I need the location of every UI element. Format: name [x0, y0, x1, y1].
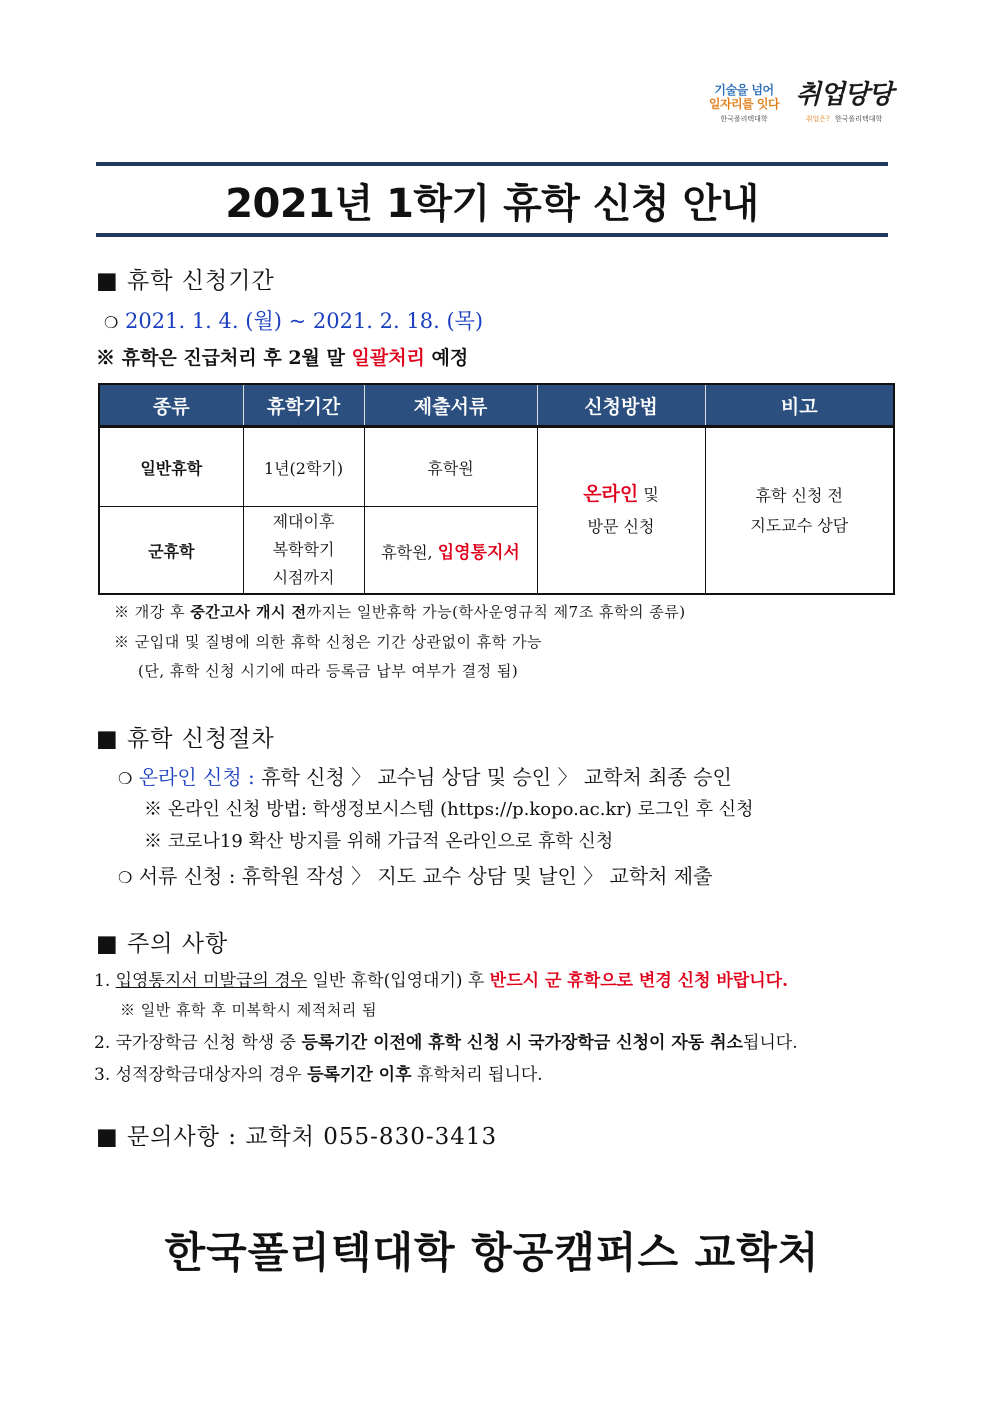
- col-header-period: 휴학기간: [243, 384, 364, 427]
- page-title: 2021년 1학기 휴학 신청 안내: [225, 181, 759, 227]
- slogan-line2: 일자리를 잇다: [708, 97, 780, 111]
- table-note-1: ※ 개강 후 중간고사 개시 전까지는 일반휴학 가능(학사운영규칙 제7조 휴학의 종류): [114, 603, 686, 621]
- col-header-remark: 비고: [705, 384, 894, 427]
- remark-cell: 휴학 신청 전 지도교수 상담: [705, 427, 894, 595]
- row-military-period: 제대이후 복학학기 시점까지: [243, 507, 364, 595]
- paper-procedure: ❍ 서류 신청 : 휴학원 작성 〉 지도 교수 상담 및 날인 〉 교학처 제출: [118, 864, 713, 888]
- slogan-org: 한국폴리텍대학: [720, 115, 768, 123]
- footer-office: 한국폴리텍대학 항공캠퍼스 교학처: [164, 1228, 820, 1277]
- col-header-kind: 종류: [99, 384, 243, 427]
- period-dates: ❍ 2021. 1. 4. (월) ~ 2021. 2. 18. (목): [104, 309, 484, 333]
- brand-logo-sub2: 한국폴리텍대학: [834, 115, 883, 123]
- square-bullet-icon: ■: [96, 726, 119, 752]
- leave-types-table: [98, 383, 895, 595]
- slogan-line1: 기술을 넘어: [714, 83, 774, 97]
- row-general-kind: 일반휴학: [99, 427, 243, 507]
- table-note-2: ※ 군입대 및 질병에 의한 휴학 신청은 기간 상관없이 휴학 가능: [114, 633, 542, 651]
- method-cell: 온라인 및 방문 신청: [537, 427, 705, 595]
- online-procedure: ❍ 온라인 신청 : 휴학 신청 〉 교수님 상담 및 승인 〉 교학처 최종 승인: [118, 765, 732, 789]
- brand-logo-main: 취업당당: [795, 80, 893, 110]
- title-top-rule: [96, 162, 888, 166]
- online-note-2: ※ 코로나19 확산 방지를 위해 가급적 온라인으로 휴학 신청: [144, 831, 614, 852]
- title-bottom-rule: [96, 233, 888, 237]
- brand-logo: [792, 82, 896, 124]
- caution-2: 2. 국가장학금 신청 학생 중 등록기간 이전에 휴학 신청 시 국가장학금 신청이 자동 취소됩니다.: [94, 1033, 798, 1053]
- row-military-docs: 휴학원, 입영통지서: [364, 507, 537, 595]
- table-note-3: (단, 휴학 신청 시기에 따라 등록금 납부 여부가 결정 됨): [138, 662, 519, 680]
- slogan-logo: [704, 84, 784, 123]
- section-period-heading: ■ 휴학 신청기간: [96, 268, 275, 294]
- caution-3: 3. 성적장학금대상자의 경우 등록기간 이후 휴학처리 됩니다.: [94, 1065, 543, 1085]
- square-bullet-icon: ■: [96, 931, 119, 957]
- table-header-row: [99, 384, 894, 427]
- brand-logo-sub1: 취업은?: [805, 115, 830, 123]
- circle-bullet-icon: ❍: [104, 313, 119, 332]
- period-note: ※ 휴학은 진급처리 후 2월 말 일괄처리 예정: [96, 347, 469, 369]
- section-cautions-heading: ■ 주의 사항: [96, 931, 229, 957]
- circle-bullet-icon: ❍: [118, 868, 133, 887]
- row-general-docs: 휴학원: [364, 427, 537, 507]
- caution-1: 1. 입영통지서 미발급의 경우 일반 휴학(입영대기) 후 반드시 군 휴학으로 변경 신청 바랍니다.: [94, 971, 789, 991]
- section-procedure-heading: ■ 휴학 신청절차: [96, 726, 275, 752]
- row-military-kind: 군휴학: [99, 507, 243, 595]
- contact-line: ■ 문의사항 : 교학처 055-830-3413: [96, 1124, 498, 1150]
- square-bullet-icon: ■: [96, 268, 119, 294]
- row-general-period: 1년(2학기): [243, 427, 364, 507]
- online-note-1: ※ 온라인 신청 방법: 학생정보시스템 (https://p.kopo.ac.kr) 로그인 후 신청: [144, 799, 754, 820]
- caution-1-note: ※ 일반 휴학 후 미복학시 제적처리 됨: [120, 1001, 377, 1019]
- col-header-method: 신청방법: [537, 384, 705, 427]
- circle-bullet-icon: ❍: [118, 769, 133, 788]
- reference-mark-icon: ※: [96, 347, 116, 369]
- table-row: [99, 427, 894, 507]
- square-bullet-icon: ■: [96, 1124, 119, 1150]
- col-header-docs: 제출서류: [364, 384, 537, 427]
